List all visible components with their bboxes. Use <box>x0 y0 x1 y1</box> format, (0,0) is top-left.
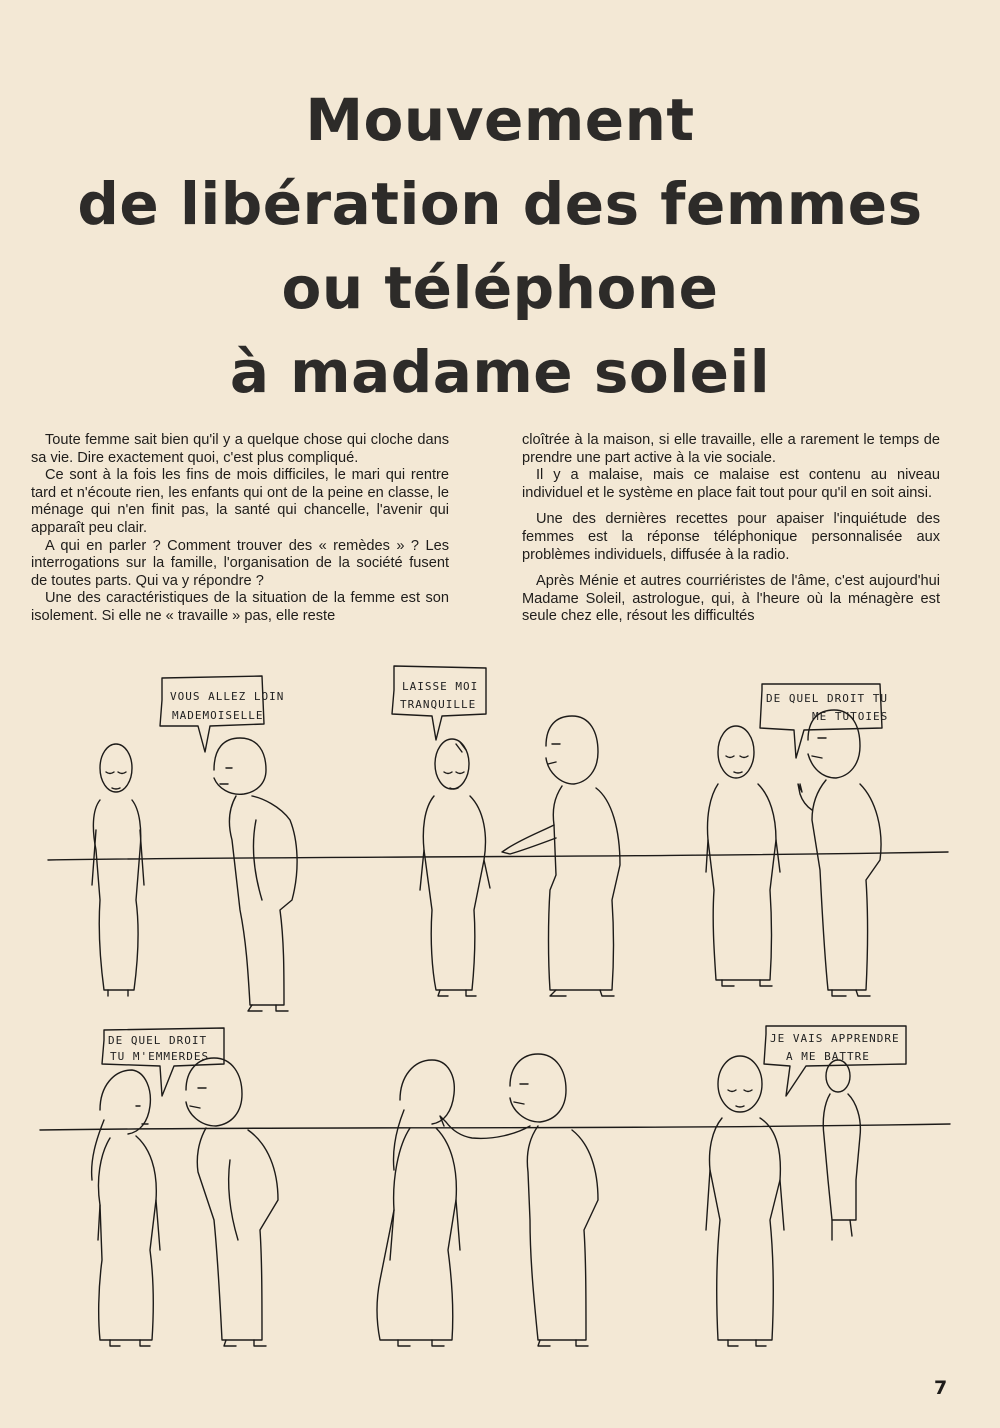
cartoon-illustration <box>0 660 1000 1380</box>
bubble-4-line-1: DE QUEL DROIT <box>108 1034 208 1047</box>
scene-4 <box>92 1028 278 1346</box>
title-line-3: ou téléphone <box>281 254 719 322</box>
woman-figure <box>92 744 144 996</box>
man-figure <box>186 1058 278 1346</box>
bubble-5-line-2: A ME BATTRE <box>786 1050 870 1063</box>
title-line-4: à madame soleil <box>229 338 771 406</box>
woman-figure <box>706 726 780 986</box>
man-figure <box>440 1054 598 1346</box>
article-column-right <box>522 432 940 626</box>
woman-figure <box>420 739 490 996</box>
bubble-3-line-1: DE QUEL DROIT TU <box>766 692 888 705</box>
article-title <box>60 78 940 414</box>
ground-line-top <box>48 852 948 860</box>
paragraph: Une des dernières recettes pour apaiser l'inquiétude des femmes est la réponse téléphonique personnalisée aux problèmes individuels, diffusée à la radio. <box>522 511 940 563</box>
article-column-left <box>31 432 449 626</box>
bubble-5-line-1: JE VAIS APPRENDRE <box>770 1032 900 1045</box>
scene-2 <box>392 666 620 996</box>
paragraph: Ce sont à la fois les fins de mois difficiles, le mari qui rentre tard et n'écoute rien, les enfants qui ont de la peine en classe, le ménage qui n'en finit pas, la santé qui chancelle, l'avenir qui apparaît peu clair. <box>31 467 449 536</box>
paragraph: Après Ménie et autres courriéristes de l'âme, c'est aujourd'hui Madame Soleil, astrologue, qui, à l'heure où la ménagère est seule chez elle, résout les difficultés <box>522 573 940 625</box>
bubble-1-line-1: VOUS ALLEZ LOIN <box>170 690 285 703</box>
man-figure <box>214 738 297 1011</box>
child-figure <box>823 1060 860 1240</box>
scene-6 <box>706 1026 906 1346</box>
paragraph: Une des caractéristiques de la situation de la femme est son isolement. Si elle ne « travaille » pas, elle reste <box>31 590 449 624</box>
cartoon-drawing <box>0 660 1000 1380</box>
bubble-2-line-2: TRANQUILLE <box>400 698 477 711</box>
title-line-2: de libération des femmes <box>77 170 923 238</box>
bubble-1-line-2: MADEMOISELLE <box>172 709 264 722</box>
paragraph: Toute femme sait bien qu'il y a quelque chose qui cloche dans sa vie. Dire exactement quoi, c'est plus compliqué. <box>31 432 449 466</box>
scene-5 <box>377 1054 598 1346</box>
paragraph: A qui en parler ? Comment trouver des « remèdes » ? Les interrogations sur la famille, l'organisation de la société fusent de toutes parts. Qui va y répondre ? <box>31 537 449 589</box>
woman-figure <box>706 1056 784 1346</box>
bubble-3-line-2: ME TUTOIES <box>812 710 889 723</box>
bubble-2-line-1: LAISSE MOI <box>402 680 479 693</box>
paragraph: Il y a malaise, mais ce malaise est contenu au niveau individuel et le système en place fait tout pour qu'il en soit ainsi. <box>522 467 940 501</box>
page-number: 7 <box>934 1377 948 1399</box>
title-line-1: Mouvement <box>305 86 695 154</box>
woman-figure <box>92 1070 160 1346</box>
woman-figure <box>377 1060 460 1346</box>
paragraph: cloîtrée à la maison, si elle travaille, elle a rarement le temps de prendre une part active à la vie sociale. <box>522 432 940 466</box>
ground-line-bottom <box>40 1124 950 1130</box>
scene-1 <box>92 676 297 1011</box>
scene-3 <box>706 684 888 996</box>
bubble-4-line-2: TU M'EMMERDES <box>110 1050 210 1063</box>
